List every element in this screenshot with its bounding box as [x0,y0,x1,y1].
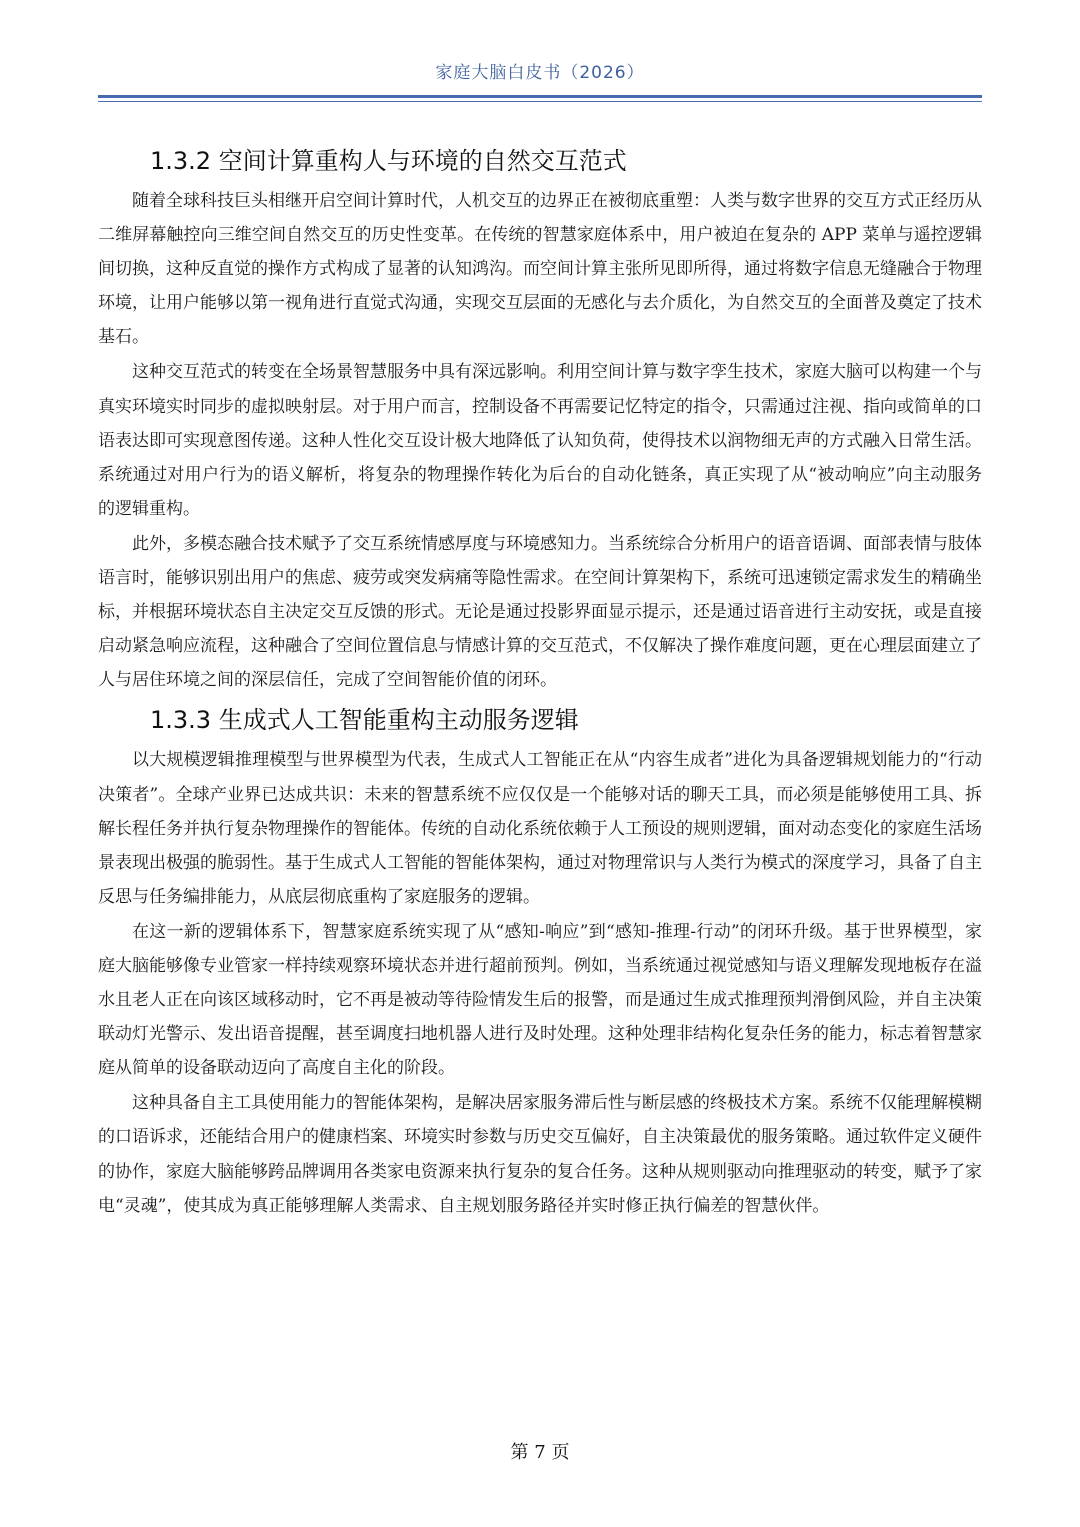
running-header-title: 家庭大脑白皮书（2026） [435,63,645,83]
section-heading-1-3-3: 1.3.3 生成式人工智能重构主动服务逻辑 [150,706,579,735]
section-heading-1-3-2: 1.3.2 空间计算重构人与环境的自然交互范式 [150,147,627,175]
main-content [98,138,982,1223]
page-number: 第 7 页 [510,1442,570,1463]
paragraph: 随着全球科技巨头相继开启空间计算时代，人机交互的边界正在被彻底重塑：人类与数字世界的交互方式正经历从二维屏幕触控向三维空间自然交互的历史性变革。在传统的智慧家庭体系中，用户被迫在复杂的 APP 菜单与遥控逻辑间切换，这种反直觉的操作方式构成了显著的认知鸿沟。而空间计算主张所见即所得，通过将数字信息无缝融合于物理环境，让用户能够以第一视角进行直觉式沟通，实现交互层面的无感化与去介质化，为自然交互的全面普及奠定了技术基石。 [98,191,982,348]
header-rule-thin [98,101,982,102]
paragraph: 在这一新的逻辑体系下，智慧家庭系统实现了从“感知-响应”到“感知-推理-行动”的闭环升级。基于世界模型，家庭大脑能够像专业管家一样持续观察环境状态并进行超前预判。例如，当系统通过视觉感知与语义理解发现地板存在溢水且老人正在向该区域移动时，它不再是被动等待险情发生后的报警，而是通过生成式推理预判滑倒风险，并自主决策联动灯光警示、发出语音提醒，甚至调度扫地机器人进行及时处理。这种处理非结构化复杂任务的能力，标志着智慧家庭从简单的设备联动迈向了高度自主化的阶段。 [98,921,982,1079]
paragraph: 以大规模逻辑推理模型与世界模型为代表，生成式人工智能正在从“内容生成者”进化为具备逻辑规划能力的“行动决策者”。全球产业界已达成共识：未来的智慧系统不应仅仅是一个能够对话的聊天工具，而必须是能够使用工具、拆解长程任务并执行复杂物理操作的智能体。传统的自动化系统依赖于人工预设的规则逻辑，面对动态变化的家庭生活场景表现出极强的脆弱性。基于生成式人工智能的智能体架构，通过对物理常识与人类行为模式的深度学习，具备了自主反思与任务编排能力，从底层彻底重构了家庭服务的逻辑。 [98,750,982,907]
header-rule-thick [98,95,982,98]
paragraph: 这种具备自主工具使用能力的智能体架构，是解决居家服务滞后性与断层感的终极技术方案。系统不仅能理解模糊的口语诉求，还能结合用户的健康档案、环境实时参数与历史交互偏好，自主决策最优的服务策略。通过软件定义硬件的协作，家庭大脑能够跨品牌调用各类家电资源来执行复杂的复合任务。这种从规则驱动向推理驱动的转变，赋予了家电“灵魂”，使其成为真正能够理解人类需求、自主规划服务路径并实时修正执行偏差的智慧伙伴。 [98,1093,982,1216]
paragraph: 这种交互范式的转变在全场景智慧服务中具有深远影响。利用空间计算与数字孪生技术，家庭大脑可以构建一个与真实环境实时同步的虚拟映射层。对于用户而言，控制设备不再需要记忆特定的指令，只需通过注视、指向或简单的口语表达即可实现意图传递。这种人性化交互设计极大地降低了认知负荷，使得技术以润物细无声的方式融入日常生活。系统通过对用户行为的语义解析，将复杂的物理操作转化为后台的自动化链条，真正实现了从“被动响应”向主动服务的逻辑重构。 [98,362,982,519]
paragraph: 此外，多模态融合技术赋予了交互系统情感厚度与环境感知力。当系统综合分析用户的语音语调、面部表情与肢体语言时，能够识别出用户的焦虑、疲劳或突发病痛等隐性需求。在空间计算架构下，系统可迅速锁定需求发生的精确坐标，并根据环境状态自主决定交互反馈的形式。无论是通过投影界面显示提示，还是通过语音进行主动安抚，或是直接启动紧急响应流程，这种融合了空间位置信息与情感计算的交互范式，不仅解决了操作难度问题，更在心理层面建立了人与居住环境之间的深层信任，完成了空间智能价值的闭环。 [98,533,982,691]
